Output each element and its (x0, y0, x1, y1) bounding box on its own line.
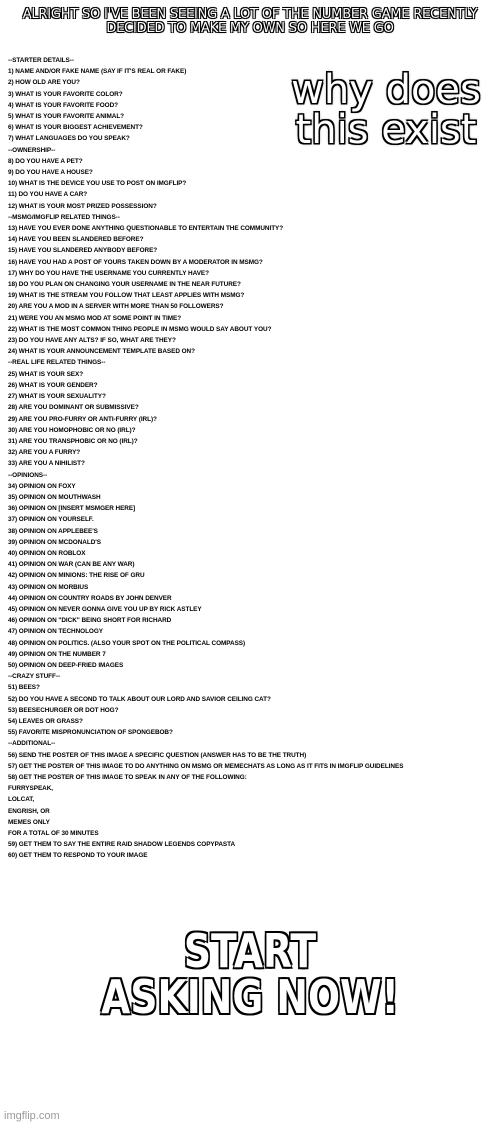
question-item: 5) WHAT IS YOUR FAVORITE ANIMAL? (8, 113, 125, 121)
question-item: FOR A TOTAL OF 30 MINUTES (8, 830, 99, 838)
question-item: 34) OPINION ON FOXY (8, 482, 76, 490)
question-item: 24) WHAT IS YOUR ANNOUNCEMENT TEMPLATE BASED ON? (8, 348, 195, 356)
question-item: 3) WHAT IS YOUR FAVORITE COLOR? (8, 90, 123, 98)
side-caption-line-2: this exist (295, 107, 477, 153)
question-item: 14) HAVE YOU BEEN SLANDERED BEFORE? (8, 236, 144, 244)
question-item: 28) ARE YOU DOMINANT OR SUBMISSIVE? (8, 404, 139, 412)
question-item: 42) OPINION ON MINIONS: THE RISE OF GRU (8, 572, 145, 580)
question-item: 11) DO YOU HAVE A CAR? (8, 191, 88, 199)
question-item: 8) DO YOU HAVE A PET? (8, 157, 83, 165)
question-item: 57) GET THE POSTER OF THIS IMAGE TO DO ANYTHING ON MSMG OR MEMECHATS AS LONG AS IT FITS IN IMGFLIP GUIDELINES (8, 762, 404, 770)
question-item: 7) WHAT LANGUAGES DO YOU SPEAK? (8, 135, 130, 143)
question-item: 2) HOW OLD ARE YOU? (8, 79, 80, 87)
question-item: --CRAZY STUFF-- (8, 673, 61, 681)
question-item: LOLCAT, (8, 796, 35, 804)
question-item: 60) GET THEM TO RESPOND TO YOUR IMAGE (8, 852, 148, 860)
question-item: --STARTER DETAILS-- (8, 57, 74, 64)
question-item: 45) OPINION ON NEVER GONNA GIVE YOU UP BY RICK ASTLEY (8, 605, 202, 613)
side-caption-line-1: why does (291, 67, 481, 113)
question-item: 32) ARE YOU A FURRY? (8, 449, 81, 457)
question-item: 22) WHAT IS THE MOST COMMON THING PEOPLE IN MSMG WOULD SAY ABOUT YOU? (8, 325, 272, 333)
question-item: 58) GET THE POSTER OF THIS IMAGE TO SPEAK IN ANY OF THE FOLLOWING: (8, 774, 247, 781)
question-item: --OPINIONS-- (8, 471, 48, 479)
question-item: MEMES ONLY (8, 818, 50, 826)
question-item: 53) BEESECHURGER OR DOT HOG? (8, 706, 119, 714)
question-item: 30) ARE YOU HOMOPHOBIC OR NO (IRL)? (8, 426, 136, 434)
question-item: 41) OPINION ON WAR (CAN BE ANY WAR) (8, 561, 135, 569)
question-item: 54) LEAVES OR GRASS? (8, 717, 83, 725)
question-item: 47) OPINION ON TECHNOLOGY (8, 628, 103, 636)
question-item: 46) OPINION ON "DICK" BEING SHORT FOR RICHARD (8, 617, 172, 625)
question-item: 20) ARE YOU A MOD IN A SERVER WITH MORE THAN 50 FOLLOWERS? (8, 303, 224, 311)
side-caption (286, 67, 486, 153)
question-item: 26) WHAT IS YOUR GENDER? (8, 381, 98, 389)
question-item: 37) OPINION ON YOURSELF. (8, 516, 94, 524)
question-item: 9) DO YOU HAVE A HOUSE? (8, 169, 93, 177)
question-item: 4) WHAT IS YOUR FAVORITE FOOD? (8, 101, 118, 109)
question-item: 59) GET THEM TO SAY THE ENTIRE RAID SHADOW LEGENDS COPYPASTA (8, 841, 236, 849)
question-item: 36) OPINION ON [INSERT MSMGER HERE] (8, 505, 136, 513)
question-item: 12) WHAT IS YOUR MOST PRIZED POSSESSION? (8, 202, 157, 210)
imgflip-watermark: imgflip.com (4, 1110, 60, 1122)
question-item: 27) WHAT IS YOUR SEXUALITY? (8, 393, 106, 401)
top-caption-line-2: DECIDED TO MAKE MY OWN SO HERE WE GO (106, 21, 394, 36)
question-item: --ADDITIONAL-- (8, 740, 56, 748)
question-item: 39) OPINION ON MCDONALD'S (8, 538, 101, 546)
question-item: 19) WHAT IS THE STREAM YOU FOLLOW THAT LEAST APPLIES WITH MSMG? (8, 292, 245, 300)
question-item: 17) WHY DO YOU HAVE THE USERNAME YOU CURRENTLY HAVE? (8, 269, 209, 277)
question-item: 50) OPINION ON DEEP-FRIED IMAGES (8, 661, 124, 669)
question-item: 29) ARE YOU PRO-FURRY OR ANTI-FURRY (IRL)? (8, 415, 157, 423)
question-item: 48) OPINION ON POLITICS. (ALSO YOUR SPOT ON THE POLITICAL COMPASS) (8, 639, 246, 647)
question-item: 33) ARE YOU A NIHILIST? (8, 460, 85, 468)
question-item: 10) WHAT IS THE DEVICE YOU USE TO POST ON IMGFLIP? (8, 180, 187, 188)
question-item: 51) BEES? (8, 684, 40, 692)
question-item: 35) OPINION ON MOUTHWASH (8, 493, 101, 501)
question-item: 6) WHAT IS YOUR BIGGEST ACHIEVEMENT? (8, 124, 143, 132)
question-item: --MSMG/IMGFLIP RELATED THINGS-- (8, 213, 120, 221)
bottom-caption-line-2: ASKING NOW! (101, 970, 399, 1024)
question-item: 56) SEND THE POSTER OF THIS IMAGE A SPECIFIC QUESTION (ANSWER HAS TO BE THE TRUTH) (8, 751, 307, 759)
bottom-caption (45, 924, 455, 1024)
question-item: 18) DO YOU PLAN ON CHANGING YOUR USERNAME IN THE NEAR FUTURE? (8, 281, 241, 289)
question-item: 25) WHAT IS YOUR SEX? (8, 370, 84, 378)
question-item: --REAL LIFE RELATED THINGS-- (8, 359, 106, 367)
question-item: 15) HAVE YOU SLANDERED ANYBODY BEFORE? (8, 247, 158, 255)
question-list (8, 55, 448, 862)
question-item: 49) OPINION ON THE NUMBER 7 (8, 650, 106, 658)
question-item: 16) HAVE YOU HAD A POST OF YOURS TAKEN DOWN BY A MODERATOR IN MSMG? (8, 258, 263, 266)
question-item: ENGRISH, OR (8, 807, 50, 815)
question-item: 1) NAME AND/OR FAKE NAME (SAY IF IT'S REAL OR FAKE) (8, 68, 187, 76)
question-item: --OWNERSHIP-- (8, 146, 56, 154)
question-item: FURRYSPEAK, (8, 785, 54, 793)
question-item: 23) DO YOU HAVE ANY ALTS? IF SO, WHAT ARE THEY? (8, 337, 176, 345)
question-item: 43) OPINION ON MORBIUS (8, 583, 89, 591)
question-item: 44) OPINION ON COUNTRY ROADS BY JOHN DENVER (8, 594, 172, 602)
question-item: 40) OPINION ON ROBLOX (8, 549, 86, 557)
bottom-caption-line-1: START (183, 924, 317, 978)
question-item: 52) DO YOU HAVE A SECOND TO TALK ABOUT OUR LORD AND SAVIOR CEILING CAT? (8, 695, 271, 703)
question-item: 21) WERE YOU AN MSMG MOD AT SOME POINT IN TIME? (8, 314, 182, 322)
question-item: 31) ARE YOU TRANSPHOBIC OR NO (IRL)? (8, 437, 138, 445)
top-caption (0, 8, 500, 36)
question-item: 38) OPINION ON APPLEBEE'S (8, 527, 98, 535)
top-caption-line-1: ALRIGHT SO I'VE BEEN SEEING A LOT OF THE NUMBER GAME RECENTLY (22, 7, 478, 22)
question-item: 55) FAVORITE MISPRONUNCIATION OF SPONGEBOB? (8, 729, 173, 737)
question-item: 13) HAVE YOU EVER DONE ANYTHING QUESTIONABLE TO ENTERTAIN THE COMMUNITY? (8, 225, 284, 233)
